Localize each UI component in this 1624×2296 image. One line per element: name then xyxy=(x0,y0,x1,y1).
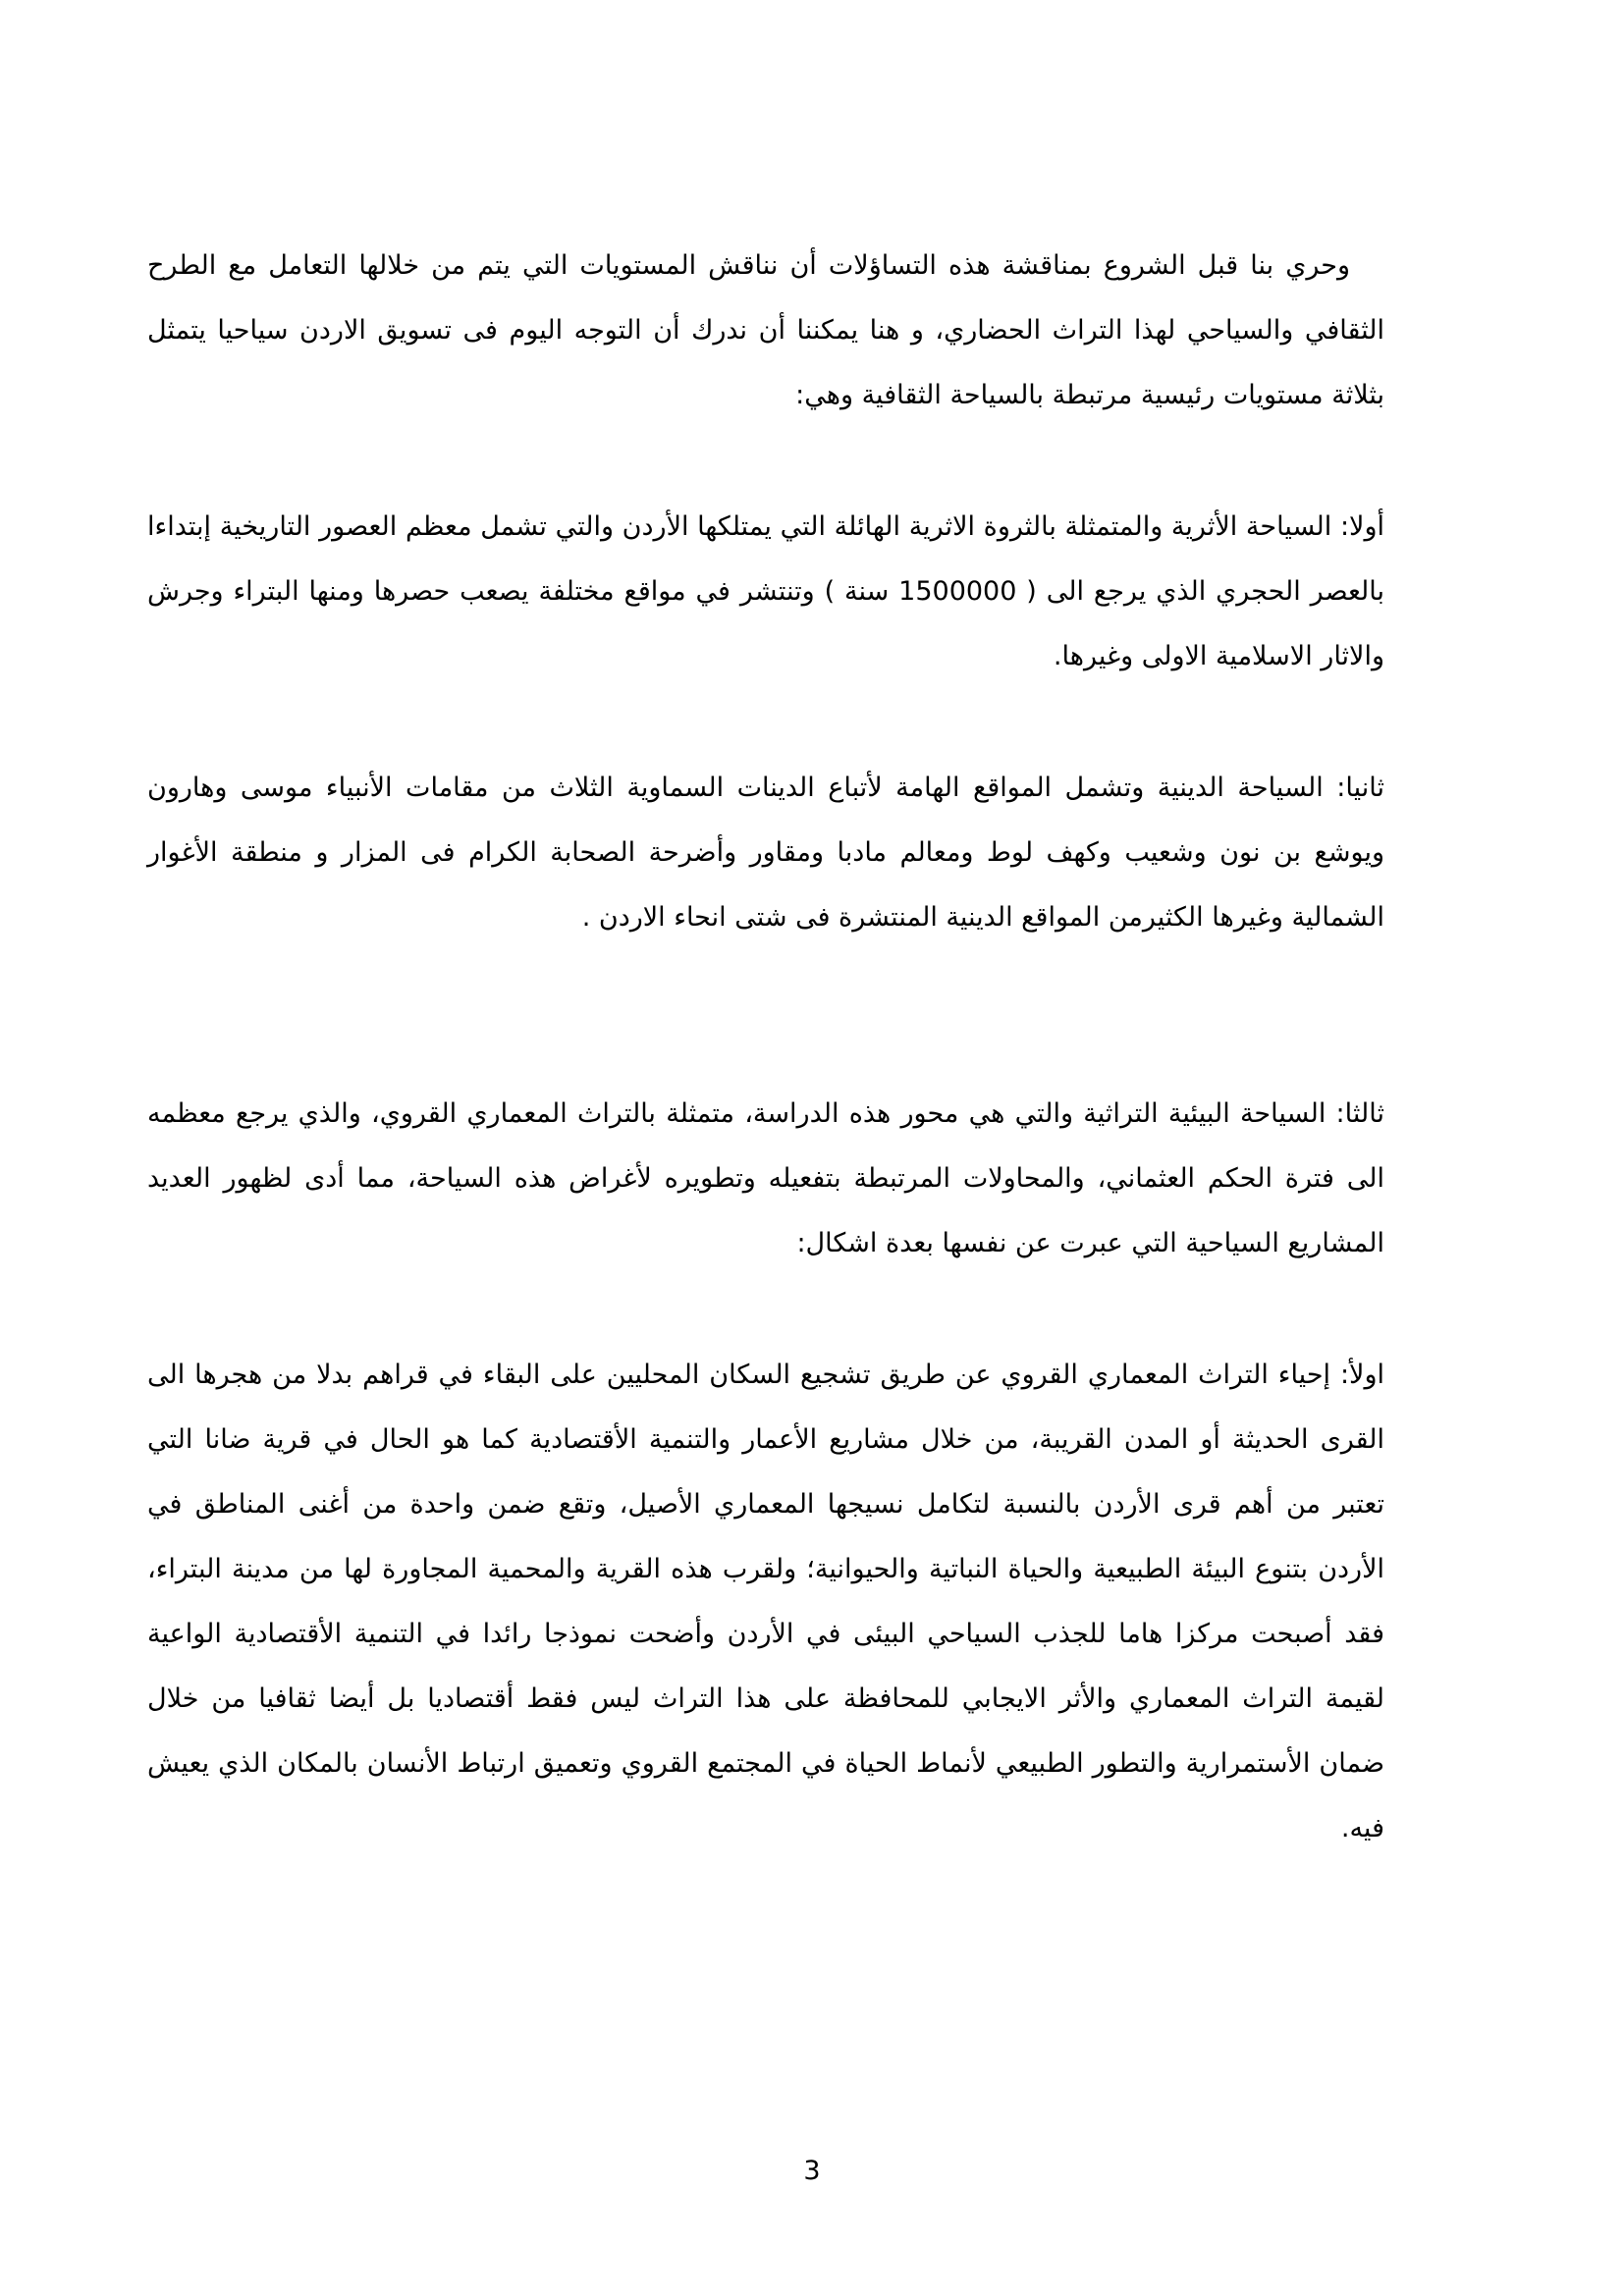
document-body xyxy=(147,234,1384,1928)
paragraph-level-2-religious-tourism: ثانيا: السياحة الدينية وتشمل المواقع الهامة لأتباع الدينات السماوية الثلاث من مقامات الأنبياء موسى وهارون ويوشع بن نون وشعيب وكهف لوط ومعالم مادبا ومقاور وأضرحة الصحابة الكرام فى المزار و منطقة الأغوار الشمالية وغيرها الكثيرمن المواقع الدينية المنتشرة فى شتى انحاء الاردن . xyxy=(147,773,1384,933)
paragraph-level-3-heritage-eco-tourism: ثالثا: السياحة البيئية التراثية والتي هي محور هذه الدراسة، متمثلة بالتراث المعماري القروي، والذي يرجع معظمه الى فترة الحكم العثماني، والمحاولات المرتبطة بتفعيله وتطويره لأغراض هذه السياحة، مما أدى لظهور العديد المشاريع السياحية التي عبرت عن نفسها بعدة اشكال: xyxy=(147,1098,1384,1258)
paragraph-level-1-archaeological-tourism: أولا: السياحة الأثرية والمتمثلة بالثروة الاثرية الهائلة التي يمتلكها الأردن والتي تشمل معظم العصور التاريخية إبتداءا بالعصر الحجري الذي يرجع الى ( 1500000 سنة ) وتنتشر في مواقع مختلفة يصعب حصرها ومنها البتراء وجرش والاثار الاسلامية الاولى وغيرها. xyxy=(147,511,1384,671)
paragraph-form-1-revival-of-village-heritage: اولأ: إحياء التراث المعماري القروي عن طريق تشجيع السكان المحليين على البقاء في قراهم بدلا من هجرها الى القرى الحديثة أو المدن القريبة، من خلال مشاريع الأعمار والتنمية الأقتصادية كما هو الحال في قرية ضانا التي تعتبر من أهم قرى الأردن بالنسبة لتكامل نسيجها المعماري الأصيل، وتقع ضمن واحدة من أغنى المناطق في الأردن بتنوع البيئة الطبيعية والحياة النباتية والحيوانية؛ ولقرب هذه القرية والمحمية المجاورة لها من مدينة البتراء، فقد أصبحت مركزا هاما للجذب السياحي البيئى في الأردن وأضحت نموذجا رائدا في التنمية الأقتصادية الواعية لقيمة التراث المعماري والأثر الايجابي للمحافظة على هذا التراث ليس فقط أقتصاديا بل أيضا ثقافيا من خلال ضمان الأستمرارية والتطور الطبيعي لأنماط الحياة في المجتمع القروي وتعميق ارتباط الأنسان بالمكان الذي يعيش فيه. xyxy=(147,1360,1384,1843)
page-number: 3 xyxy=(803,2156,821,2186)
paragraph-intro: وحري بنا قبل الشروع بمناقشة هذه التساؤلات أن نناقش المستويات التي يتم من خلالها التعامل مع الطرح الثقافي والسياحي لهذا التراث الحضاري، و هنا يمكننا أن ندرك أن التوجه اليوم فى تسويق الاردن سياحيا يتمثل بثلاثة مستويات رئيسية مرتبطة بالسياحة الثقافية وهي: xyxy=(147,250,1384,410)
